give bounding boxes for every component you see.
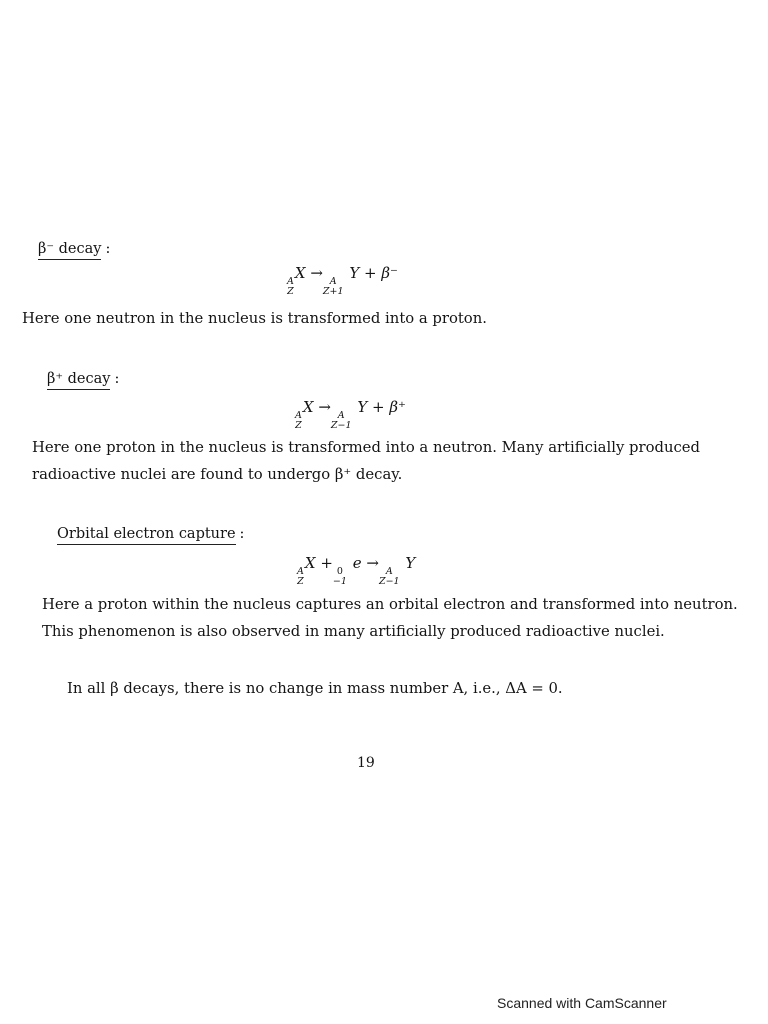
electron-indices <box>333 567 347 587</box>
heading-colon: : <box>239 526 245 542</box>
mass-number: A <box>385 566 393 577</box>
atomic-number: Z−1 <box>378 576 400 587</box>
heading-colon: : <box>105 241 111 257</box>
emitted-particle: + β⁻ <box>364 264 398 282</box>
atomic-number: Z <box>287 286 294 297</box>
beta-plus-paragraph <box>32 434 700 488</box>
electron-charge: −1 <box>332 576 347 587</box>
beta-minus-heading <box>38 240 110 260</box>
beta-minus-paragraph <box>22 305 487 332</box>
parent-symbol: X <box>294 264 306 282</box>
daughter-nuclide-indices <box>331 411 352 431</box>
beta-plus-heading <box>47 370 119 390</box>
daughter-symbol: Y <box>405 554 416 572</box>
atomic-number: Z <box>297 576 304 587</box>
beta-plus-heading-text: β⁺ decay <box>47 370 110 390</box>
heading-colon: : <box>114 371 120 387</box>
mass-number: A <box>337 410 345 421</box>
parent-symbol: X <box>302 398 314 416</box>
paragraph-line: Here one neutron in the nucleus is transformed into a proton. <box>22 310 487 327</box>
mass-number: A <box>297 566 304 577</box>
electron-capture-equation <box>297 553 415 587</box>
paragraph-line: This phenomenon is also observed in many artificially produced radioactive nuclei. <box>42 623 665 640</box>
arrow: → <box>310 264 323 282</box>
electron-capture-heading <box>57 525 244 545</box>
paragraph-line: radioactive nuclei are found to undergo β⁺ decay. <box>32 466 403 483</box>
parent-nuclide-indices <box>287 277 294 297</box>
daughter-symbol: Y <box>349 264 360 282</box>
plus-sign: + <box>320 554 333 572</box>
arrow: → <box>366 554 379 572</box>
mass-number: A <box>295 410 302 421</box>
summary-statement <box>67 675 563 702</box>
mass-number: A <box>329 276 337 287</box>
electron-capture-paragraph <box>42 591 738 645</box>
paragraph-line: Here one proton in the nucleus is transformed into a neutron. Many artificially produced <box>32 439 700 456</box>
page-number: 19 <box>357 755 375 771</box>
beta-minus-heading-text: β⁻ decay <box>38 240 101 260</box>
beta-plus-equation <box>295 397 406 431</box>
scanner-watermark: Scanned with CamScanner <box>497 995 667 1011</box>
electron-mass-number: 0 <box>336 566 343 577</box>
atomic-number: Z−1 <box>330 420 352 431</box>
atomic-number: Z <box>295 420 302 431</box>
parent-nuclide-indices <box>297 567 304 587</box>
parent-symbol: X <box>304 554 316 572</box>
summary-text: In all β decays, there is no change in mass number A, i.e., ΔA = 0. <box>67 680 563 697</box>
arrow: → <box>318 398 331 416</box>
atomic-number: Z+1 <box>322 286 344 297</box>
parent-nuclide-indices <box>295 411 302 431</box>
electron-symbol: e <box>352 554 362 572</box>
daughter-symbol: Y <box>357 398 368 416</box>
mass-number: A <box>287 276 294 287</box>
paragraph-line: Here a proton within the nucleus captures an orbital electron and transformed into neutron. <box>42 596 738 613</box>
electron-capture-heading-text: Orbital electron capture <box>57 525 236 545</box>
beta-minus-equation <box>287 263 398 297</box>
emitted-particle: + β⁺ <box>372 398 406 416</box>
daughter-nuclide-indices <box>323 277 344 297</box>
daughter-nuclide-indices <box>379 567 400 587</box>
